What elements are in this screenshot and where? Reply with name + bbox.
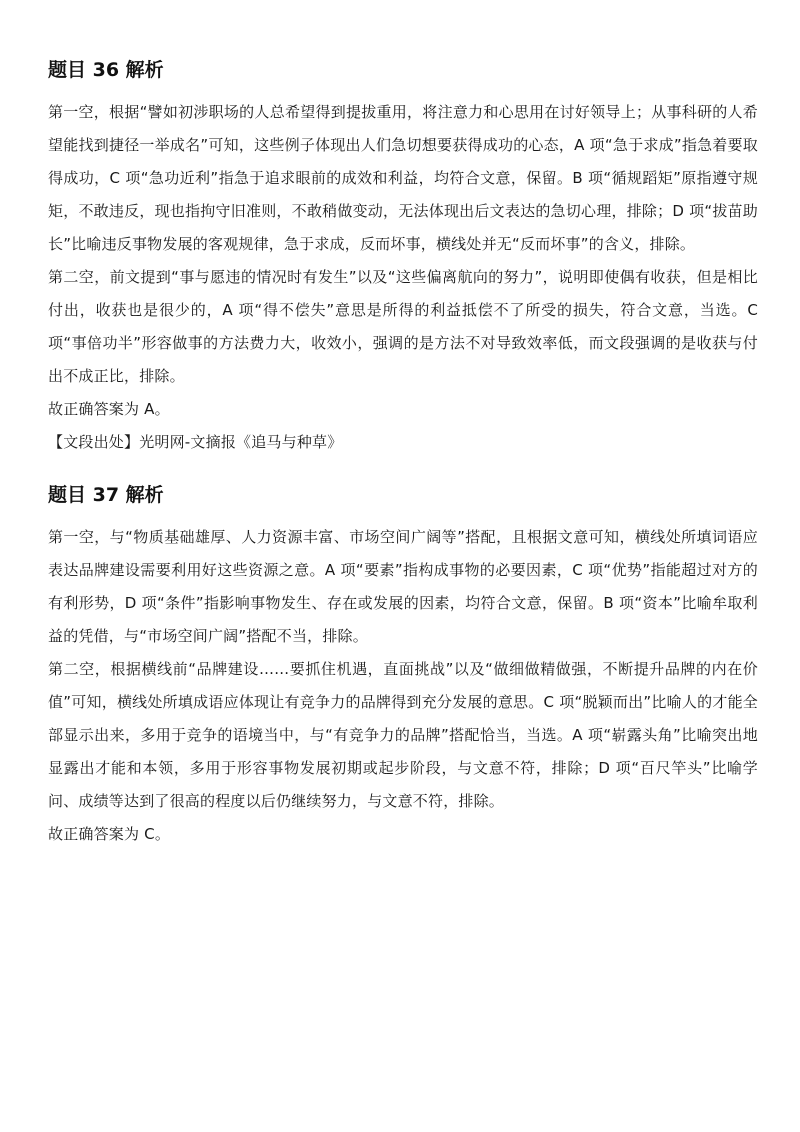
section-question-37 bbox=[48, 477, 758, 851]
source-line: 【文段出处】光明网-文摘报《追马与种草》 bbox=[48, 433, 343, 451]
section-title: 题目 37 解析 bbox=[48, 484, 164, 506]
paragraph-first-blank: 第一空，根据“譬如初涉职场的人总希望得到提拔重用，将注意力和心思用在讨好领导上；从事科研的人希望能找到捷径一举成名”可知，这些例子体现出人们急切想要获得成功的心态，A 项“急于求成”指急着要取得成功，C 项“急功近利”指急于追求眼前的成效和利益，均符合文意，保留。B 项“循规蹈矩”原指遵守规矩，不敢违反，现也指拘守旧准则，不敢稍做变动，无法体现出后文表达的急切心理，排除；D 项“拔苗助长”比喻违反事物发展的客观规律，急于求成，反而坏事，横线处并无“反而坏事”的含义，排除。 bbox=[48, 103, 758, 253]
answer-line: 故正确答案为 C。 bbox=[48, 825, 171, 843]
paragraph-second-blank: 第二空，根据横线前“品牌建设……要抓住机遇，直面挑战”以及“做细做精做强，不断提升品牌的内在价值”可知，横线处所填成语应体现让有竞争力的品牌得到充分发展的意思。C 项“脱颖而出”比喻人的才能全部显示出来，多用于竞争的语境当中，与“有竞争力的品牌”搭配恰当，当选。A 项“崭露头角”比喻突出地显露出才能和本领，多用于形容事物发展初期或起步阶段，与文意不符，排除；D 项“百尺竿头”比喻学问、成绩等达到了很高的程度以后仍继续努力，与文意不符，排除。 bbox=[48, 660, 758, 810]
section-question-36 bbox=[48, 52, 758, 459]
section-spacer bbox=[48, 459, 758, 477]
section-title: 题目 36 解析 bbox=[48, 59, 164, 81]
paragraph-second-blank: 第二空，前文提到“事与愿违的情况时有发生”以及“这些偏离航向的努力”，说明即使偶有收获，但是相比付出，收获也是很少的，A 项“得不偿失”意思是所得的利益抵偿不了所受的损失，符合文意，当选。C 项“事倍功半”形容做事的方法费力大，收效小，强调的是方法不对导致效率低，而文段强调的是收获与付出不成正比，排除。 bbox=[48, 268, 758, 385]
answer-line: 故正确答案为 A。 bbox=[48, 400, 170, 418]
document-page bbox=[48, 52, 758, 851]
paragraph-first-blank: 第一空，与“物质基础雄厚、人力资源丰富、市场空间广阔等”搭配，且根据文意可知，横线处所填词语应表达品牌建设需要利用好这些资源之意。A 项“要素”指构成事物的必要因素，C 项“优势”指能超过对方的有利形势，D 项“条件”指影响事物发生、存在或发展的因素，均符合文意，保留。B 项“资本”比喻牟取利益的凭借，与“市场空间广阔”搭配不当，排除。 bbox=[48, 528, 758, 645]
